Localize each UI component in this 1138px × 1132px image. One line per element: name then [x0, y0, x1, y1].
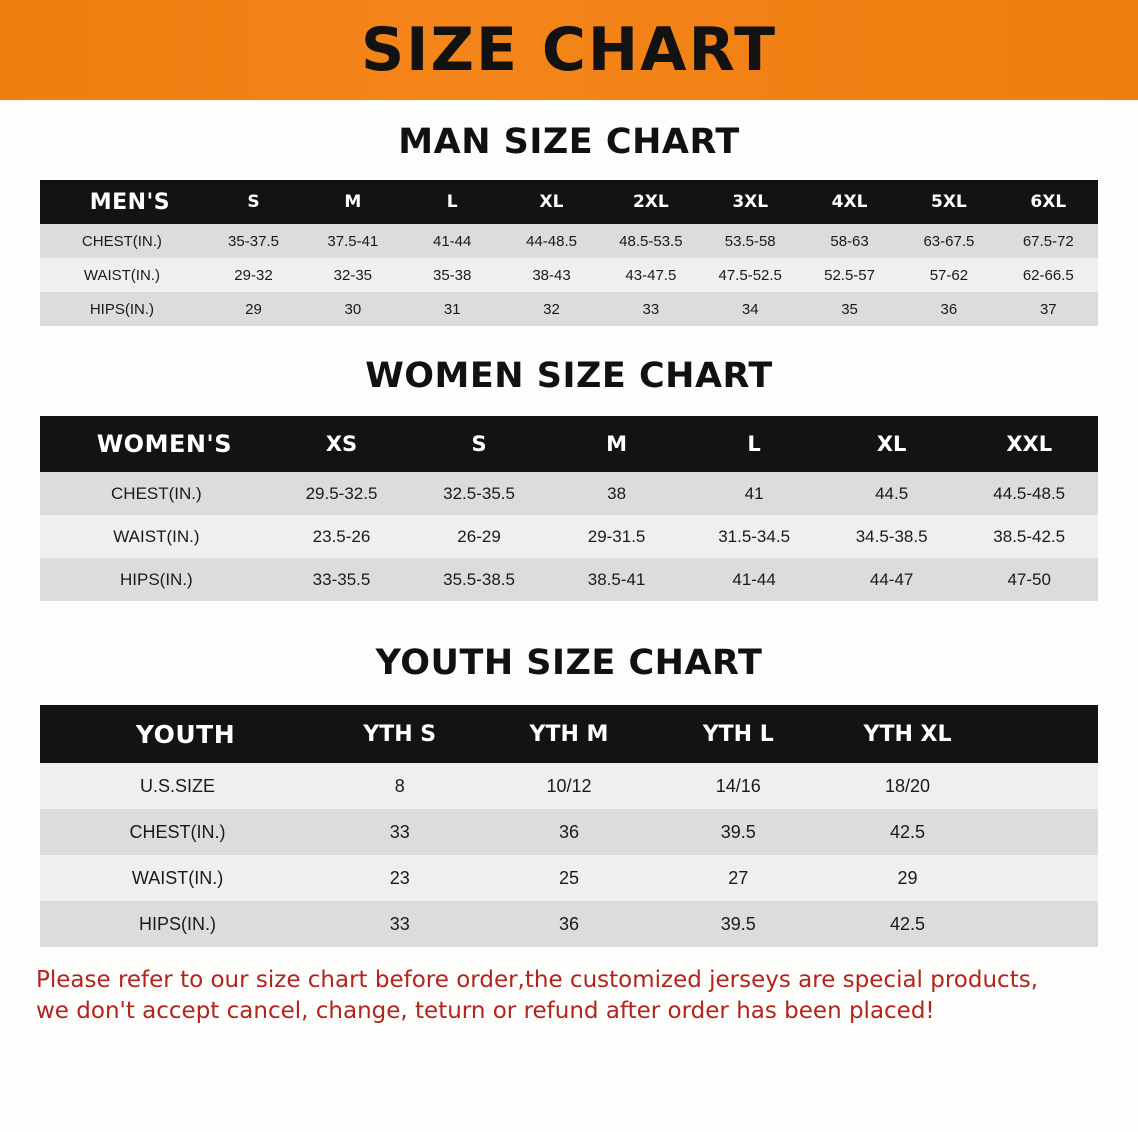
women-table-wrapper	[0, 416, 1138, 601]
table-cell: 41-44	[432, 232, 472, 250]
table-cell: 27	[728, 867, 749, 888]
table-cell: 29-31.5	[587, 526, 646, 546]
women-table-header	[40, 416, 1098, 472]
table-cell: 33	[389, 821, 410, 842]
table-cell: 38.5-42.5	[993, 526, 1066, 546]
table-row	[40, 558, 1098, 601]
table-cell: 29	[245, 300, 262, 318]
table-cell: 8	[394, 775, 405, 796]
table-cell: 30	[344, 300, 362, 318]
women-header-cell: XL	[876, 432, 907, 456]
table-cell: 18/20	[885, 775, 931, 796]
women-header-cell: XXL	[1006, 432, 1053, 456]
row-label: CHEST(IN.)	[81, 232, 162, 250]
table-cell: 33-35.5	[312, 569, 371, 589]
youth-table-header	[40, 705, 1098, 763]
youth-header-cell: YTH L	[702, 721, 774, 747]
man-header-cell: 6XL	[1030, 192, 1067, 212]
table-cell: 35-37.5	[228, 232, 279, 250]
table-cell: 47-50	[1007, 569, 1051, 589]
women-header-cell: M	[606, 432, 628, 456]
disclaimer-line-2: we don't accept cancel, change, teturn or refund after order has been placed!	[36, 998, 935, 1025]
table-row	[40, 515, 1098, 558]
page-title: SIZE CHART	[360, 15, 778, 85]
disclaimer-note	[0, 965, 1138, 1027]
table-cell: 29.5-32.5	[305, 483, 378, 503]
women-section-title: WOMEN SIZE CHART	[365, 356, 773, 396]
table-cell: 32	[543, 300, 560, 318]
table-header-row	[40, 416, 1098, 472]
row-label: HIPS(IN.)	[89, 300, 154, 318]
row-label: WAIST(IN.)	[131, 867, 224, 888]
row-label: WAIST(IN.)	[113, 526, 200, 546]
youth-size-table	[40, 705, 1098, 947]
youth-section-title: YOUTH SIZE CHART	[375, 643, 763, 683]
table-cell: 31.5-34.5	[718, 526, 791, 546]
table-cell: 42.5	[890, 821, 926, 842]
table-row	[40, 809, 1098, 855]
women-size-table	[40, 416, 1098, 601]
table-cell: 62-66.5	[1022, 266, 1074, 284]
table-cell: 38.5-41	[587, 569, 646, 589]
youth-table-wrapper	[0, 705, 1138, 947]
women-header-cell: XS	[325, 432, 358, 456]
youth-table-body	[40, 763, 1098, 947]
table-cell: 33	[389, 913, 410, 934]
table-cell: 35-38	[432, 266, 472, 284]
disclaimer-line-1: Please refer to our size chart before order,the customized jerseys are special products,	[36, 967, 1039, 993]
table-cell: 44-47	[869, 569, 914, 589]
row-label: U.S.SIZE	[140, 775, 216, 796]
row-label: HIPS(IN.)	[120, 569, 193, 589]
man-table-wrapper	[0, 180, 1138, 326]
table-cell: 23	[389, 867, 410, 888]
man-header-cell: 3XL	[732, 192, 769, 212]
table-cell: 41	[744, 483, 764, 503]
man-header-cell: 5XL	[931, 192, 967, 212]
table-cell: 37	[1039, 300, 1057, 318]
table-cell: 53.5-58	[724, 232, 776, 250]
row-label: CHEST(IN.)	[129, 821, 226, 842]
table-cell: 34.5-38.5	[855, 526, 928, 546]
table-cell-spacer	[992, 809, 1098, 855]
table-row	[40, 855, 1098, 901]
table-row	[40, 901, 1098, 947]
man-table-body	[40, 224, 1098, 326]
man-header-cell: 4XL	[831, 192, 868, 212]
man-header-cell: 2XL	[632, 192, 669, 212]
table-cell-spacer	[992, 763, 1098, 809]
table-cell: 32-35	[333, 266, 373, 284]
women-header-cell: L	[747, 432, 761, 456]
table-cell: 36	[558, 913, 579, 934]
table-cell: 43-47.5	[625, 266, 677, 284]
table-row	[40, 292, 1098, 326]
man-header-cell: XL	[539, 192, 564, 212]
table-cell: 39.5	[720, 913, 756, 934]
table-cell: 31	[443, 300, 461, 318]
man-header-cell: M	[344, 192, 362, 212]
table-cell: 67.5-72	[1022, 232, 1074, 250]
table-cell: 57-62	[929, 266, 969, 284]
row-label: WAIST(IN.)	[83, 266, 160, 284]
table-row	[40, 472, 1098, 515]
table-cell: 41-44	[732, 569, 776, 589]
man-section-title: MAN SIZE CHART	[398, 122, 740, 162]
table-cell: 10/12	[546, 775, 592, 796]
table-cell: 35.5-38.5	[443, 569, 515, 589]
table-header-row	[40, 180, 1098, 224]
table-cell: 44.5-48.5	[993, 483, 1066, 503]
table-cell: 29-32	[234, 266, 273, 284]
table-cell-spacer	[992, 901, 1098, 947]
table-cell: 33	[642, 300, 660, 318]
youth-header-cell: YTH XL	[863, 721, 952, 747]
man-size-table	[40, 180, 1098, 326]
table-header-row	[40, 705, 1098, 763]
man-table-header	[40, 180, 1098, 224]
table-cell: 38	[607, 483, 627, 503]
table-row	[40, 763, 1098, 809]
table-cell: 63-67.5	[923, 232, 975, 250]
youth-header-spacer	[992, 705, 1098, 763]
table-cell: 29	[897, 867, 918, 888]
table-cell-spacer	[992, 855, 1098, 901]
women-header-cell: WOMEN'S	[96, 430, 233, 458]
women-header-cell: S	[471, 432, 487, 456]
row-label: CHEST(IN.)	[111, 483, 202, 503]
table-cell: 14/16	[715, 775, 761, 796]
table-cell: 52.5-57	[824, 266, 875, 284]
man-header-cell: L	[446, 192, 458, 212]
youth-header-cell: YTH S	[363, 721, 437, 747]
table-cell: 58-63	[830, 232, 869, 250]
youth-header-cell: YTH M	[529, 721, 609, 747]
table-cell: 23.5-26	[312, 526, 371, 546]
women-table-body	[40, 472, 1098, 601]
table-cell: 32.5-35.5	[443, 483, 515, 503]
table-cell: 48.5-53.5	[619, 232, 683, 250]
row-label: HIPS(IN.)	[139, 913, 217, 934]
table-cell: 38-43	[532, 266, 571, 284]
table-cell: 44.5	[875, 483, 909, 503]
table-cell: 25	[558, 867, 579, 888]
table-cell: 34	[741, 300, 759, 318]
table-cell: 39.5	[720, 821, 756, 842]
table-row	[40, 258, 1098, 292]
table-cell: 44-48.5	[526, 232, 577, 250]
man-header-cell: MEN'S	[89, 189, 171, 215]
table-cell: 37.5-41	[327, 232, 379, 250]
table-row	[40, 224, 1098, 258]
page-banner	[0, 0, 1138, 100]
youth-header-cell: YOUTH	[135, 719, 236, 749]
table-cell: 42.5	[890, 913, 926, 934]
man-header-cell: S	[247, 192, 260, 212]
table-cell: 47.5-52.5	[718, 266, 782, 284]
table-cell: 36	[940, 300, 958, 318]
table-cell: 26-29	[457, 526, 501, 546]
table-cell: 35	[841, 300, 858, 318]
table-cell: 36	[558, 821, 579, 842]
